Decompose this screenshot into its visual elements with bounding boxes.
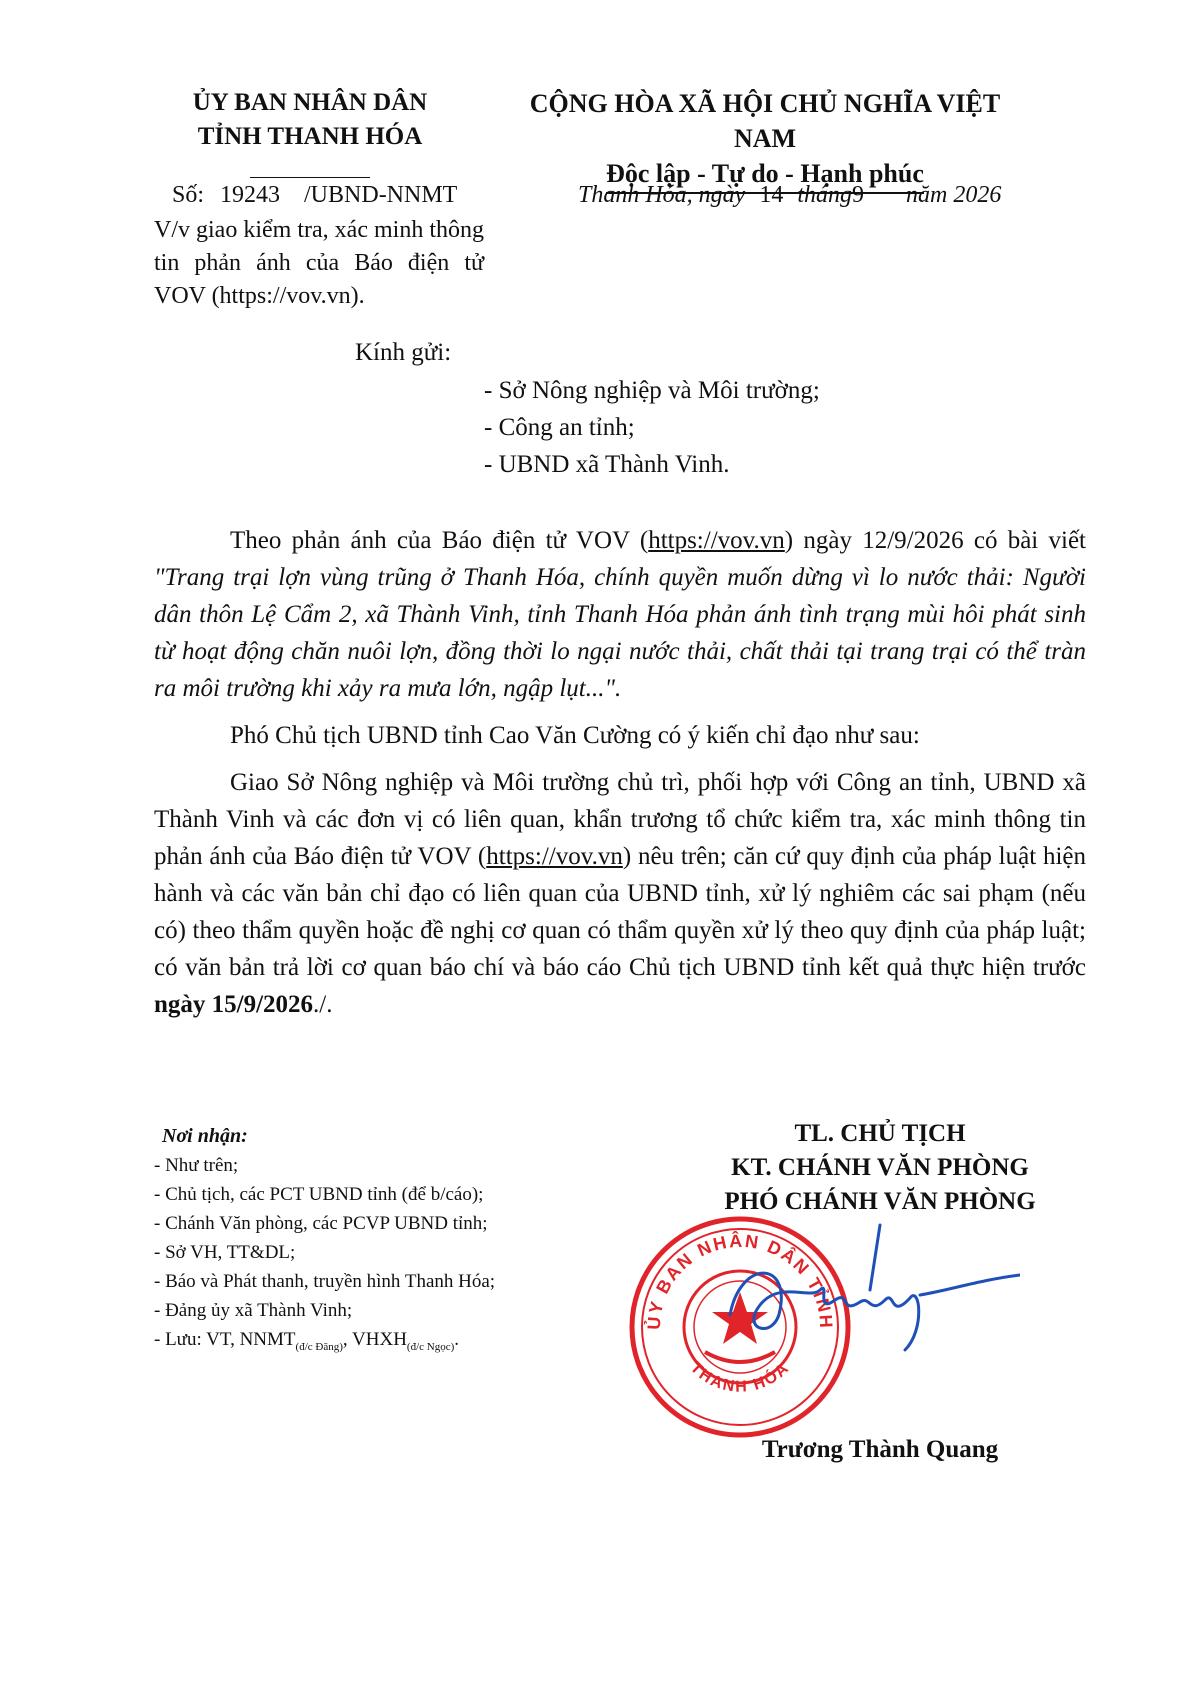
date-place: Thanh Hóa, ngày <box>578 182 746 208</box>
article-quote: "Trang trại lợn vùng trũng ở Thanh Hóa, chính quyền muốn dừng vì lo nước thải: Người dân thôn Lệ Cẩm 2, xã Thành Vinh, tỉnh Thanh Hóa phản ánh tình trạng mùi hôi phát sinh từ hoạt động chăn nuôi lợn, đồng thời lo ngại nước thải, chất thải tại trang trại có thể tràn ra môi trường khi xảy ra mưa lớn, ngập lụt...". <box>154 564 1086 702</box>
receiver-item: - Đảng ủy xã Thành Vinh; <box>154 1300 353 1321</box>
p3-end: ./. <box>313 991 333 1018</box>
date-line <box>578 182 1001 209</box>
signature-line-2: KT. CHÁNH VĂN PHÒNG <box>731 1154 1029 1181</box>
receivers-block <box>154 1122 624 1362</box>
signature-block <box>680 1117 1080 1219</box>
doc-number-prefix: Số: <box>172 182 205 208</box>
receiver-item: - Chánh Văn phòng, các PCVP UBND tỉnh; <box>154 1213 488 1234</box>
signer-name: Trương Thành Quang <box>761 1436 999 1463</box>
receiver-item: - Như trên; <box>154 1155 239 1176</box>
recipients-label: Kính gửi: <box>355 339 452 366</box>
doc-number-value: 19243 <box>220 182 281 208</box>
authority-line-1: ỦY BAN NHÂN DÂN <box>192 89 428 116</box>
signature-line-1: TL. CHỦ TỊCH <box>794 1120 966 1147</box>
document-body <box>154 522 1086 1033</box>
date-day: 14 <box>759 182 784 208</box>
p3-text-2: ) nêu trên; căn cứ quy định của pháp luật hiện hành và các văn bản chỉ đạo có liên quan của UBND tỉnh, xử lý nghiêm các sai phạm (nếu có) theo thẩm quyền hoặc đề nghị cơ quan có thẩm quyền xử lý theo quy định của pháp luật; có văn bản trả lời cơ quan báo chí và báo cáo Chủ tịch UBND tỉnh kết quả thực hiện trước <box>154 843 1086 981</box>
body-paragraph-3 <box>154 764 1086 1023</box>
doc-number-suffix: /UBND-NNMT <box>304 182 458 208</box>
subject-line: V/v giao kiểm tra, xác minh thông tin phản ánh của Báo điện tử VOV (https://vov.vn). <box>154 217 484 309</box>
recipient-item: - Sở Nông nghiệp và Môi trường; <box>484 377 820 404</box>
receiver-item: - Báo và Phát thanh, truyền hình Thanh Hóa; <box>154 1271 496 1292</box>
deadline: ngày 15/9/2026 <box>154 991 314 1018</box>
nation-line-1: CỘNG HÒA XÃ HỘI CHỦ NGHĨA VIỆT NAM <box>529 89 1001 153</box>
p3-text: Giao Sở Nông nghiệp và Môi trường chủ trì, phối hợp với Công an tỉnh, UBND xã Thành Vinh và các đơn vị có liên quan, khẩn trương tổ chức kiểm tra, xác minh thông tin phản ánh của Báo điện tử VOV ( <box>154 769 1086 870</box>
p1-text: Theo phản ánh của Báo điện tử VOV ( <box>230 527 649 554</box>
document-number <box>172 182 457 209</box>
national-heading <box>505 86 1025 194</box>
authority-line-2: TỈNH THANH HÓA <box>197 123 423 150</box>
p1-text-2: ) ngày 12/9/2026 có bài viết <box>784 527 1086 554</box>
receiver-item-archive: - Lưu: VT, $NNMT_{(đ/c Đăng)}$, $VHXH_{(đ/c Ngọc)}$. <box>154 1329 460 1353</box>
receiver-item: - Sở VH, TT&DL; <box>154 1242 296 1263</box>
receiver-item: - Chủ tịch, các PCT UBND tỉnh (để b/cáo); <box>154 1184 484 1205</box>
stamp-text-top: ỦY BAN NHÂN DÂN TỈNH <box>643 1230 837 1331</box>
date-year: năm 2026 <box>906 182 1002 208</box>
stamp-text-bottom: THANH HÓA <box>686 1359 794 1396</box>
signature-line-3: PHÓ CHÁNH VĂN PHÒNG <box>724 1188 1036 1215</box>
issuing-authority <box>150 86 470 188</box>
recipient-item: - UBND xã Thành Vinh. <box>484 451 730 478</box>
nation-motto: Độc lập - Tự do - Hạnh phúc <box>606 156 924 194</box>
body-paragraph-2: Phó Chủ tịch UBND tỉnh Cao Văn Cường có ý kiến chỉ đạo như sau: <box>230 722 920 749</box>
vov-link[interactable]: https://vov.vn <box>486 843 623 870</box>
vov-link[interactable]: https://vov.vn <box>648 527 785 554</box>
handwritten-signature <box>720 1220 1020 1370</box>
recipient-item: - Công an tỉnh; <box>484 414 635 441</box>
date-month: 9 <box>852 182 865 208</box>
receivers-title: Nơi nhận: <box>162 1125 248 1147</box>
body-paragraph-1 <box>154 522 1086 707</box>
date-month-label: tháng <box>797 182 853 208</box>
recipients-list <box>484 372 820 483</box>
